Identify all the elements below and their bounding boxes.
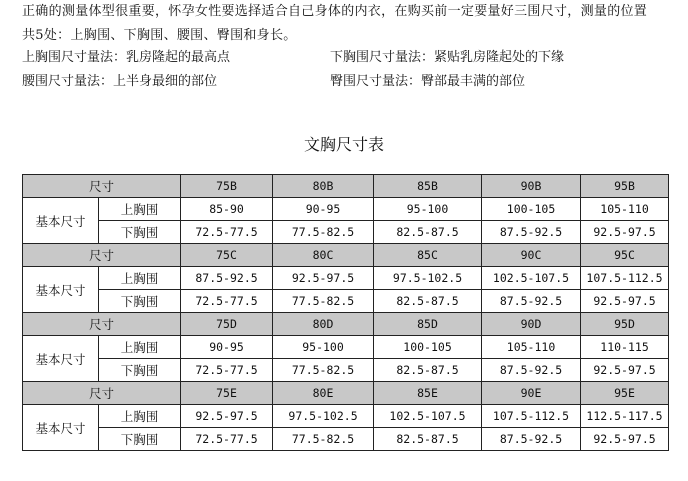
size-cell: 75D [181,313,273,336]
upper-bust-row [23,336,669,359]
basic-size-label: 基本尺寸 [23,336,99,382]
upper-bust-value: 102.5-107.5 [374,405,482,428]
hip-method: 臀围尺寸量法：臀部最丰满的部位 [330,74,526,89]
size-label-cell: 尺寸 [23,244,181,267]
size-cell: 75B [181,175,273,198]
under-bust-value: 82.5-87.5 [374,290,482,313]
under-bust-value: 72.5-77.5 [181,359,273,382]
under-bust-row [23,359,669,382]
size-cell: 90E [482,382,581,405]
size-cell: 80E [273,382,374,405]
size-cell: 80B [273,175,374,198]
under-bust-value: 77.5-82.5 [273,428,374,451]
size-cell: 85C [374,244,482,267]
basic-size-label: 基本尺寸 [23,267,99,313]
under-bust-row [23,428,669,451]
size-header-row [23,175,669,198]
under-bust-method: 下胸围尺寸量法：紧贴乳房隆起处的下缘 [330,50,565,65]
upper-bust-row [23,405,669,428]
upper-bust-value: 107.5-112.5 [482,405,581,428]
size-cell: 75E [181,382,273,405]
under-bust-value: 82.5-87.5 [374,359,482,382]
under-bust-label: 下胸围 [99,290,181,313]
upper-bust-value: 97.5-102.5 [374,267,482,290]
size-label-cell: 尺寸 [23,175,181,198]
basic-size-label: 基本尺寸 [23,198,99,244]
under-bust-label: 下胸围 [99,428,181,451]
under-bust-value: 92.5-97.5 [581,359,669,382]
intro-text [22,0,682,48]
upper-bust-value: 92.5-97.5 [181,405,273,428]
under-bust-value: 87.5-92.5 [482,290,581,313]
table-title: 文胸尺寸表 [303,135,384,154]
size-cell: 95D [581,313,669,336]
upper-bust-value: 85-90 [181,198,273,221]
intro-line-1: 正确的测量体型很重要，怀孕女性要选择适合自己身体的内衣，在购买前一定要量好三围尺寸，测量的位置 [22,4,648,19]
size-cell: 85E [374,382,482,405]
upper-bust-row [23,267,669,290]
bra-size-table [22,174,669,451]
size-cell: 75C [181,244,273,267]
upper-bust-value: 100-105 [374,336,482,359]
under-bust-value: 92.5-97.5 [581,221,669,244]
under-bust-value: 92.5-97.5 [581,290,669,313]
under-bust-value: 92.5-97.5 [581,428,669,451]
size-cell: 80C [273,244,374,267]
size-cell: 90C [482,244,581,267]
upper-bust-value: 105-110 [581,198,669,221]
upper-bust-row [23,198,669,221]
upper-bust-value: 95-100 [273,336,374,359]
size-cell: 80D [273,313,374,336]
under-bust-value: 77.5-82.5 [273,359,374,382]
under-bust-label: 下胸围 [99,221,181,244]
under-bust-value: 72.5-77.5 [181,428,273,451]
under-bust-value: 87.5-92.5 [482,221,581,244]
under-bust-value: 72.5-77.5 [181,290,273,313]
upper-bust-value: 110-115 [581,336,669,359]
under-bust-label: 下胸围 [99,359,181,382]
size-cell: 85D [374,313,482,336]
under-bust-row [23,290,669,313]
size-cell: 85B [374,175,482,198]
under-bust-value: 77.5-82.5 [273,290,374,313]
upper-bust-value: 97.5-102.5 [273,405,374,428]
size-header-row [23,244,669,267]
under-bust-value: 72.5-77.5 [181,221,273,244]
upper-bust-label: 上胸围 [99,405,181,428]
under-bust-value: 77.5-82.5 [273,221,374,244]
size-cell: 90D [482,313,581,336]
upper-bust-value: 90-95 [181,336,273,359]
size-cell: 95B [581,175,669,198]
waist-method: 腰围尺寸量法：上半身最细的部位 [22,74,218,89]
size-header-row [23,382,669,405]
size-label-cell: 尺寸 [23,382,181,405]
under-bust-value: 82.5-87.5 [374,428,482,451]
size-label-cell: 尺寸 [23,313,181,336]
upper-bust-value: 87.5-92.5 [181,267,273,290]
upper-bust-label: 上胸围 [99,198,181,221]
upper-bust-value: 95-100 [374,198,482,221]
size-cell: 90B [482,175,581,198]
upper-bust-label: 上胸围 [99,336,181,359]
upper-bust-value: 102.5-107.5 [482,267,581,290]
intro-line-2: 共5处：上胸围、下胸围、腰围、臀围和身长。 [22,28,297,43]
basic-size-label: 基本尺寸 [23,405,99,451]
under-bust-value: 87.5-92.5 [482,359,581,382]
size-cell: 95C [581,244,669,267]
size-header-row [23,313,669,336]
size-cell: 95E [581,382,669,405]
upper-bust-value: 105-110 [482,336,581,359]
under-bust-value: 82.5-87.5 [374,221,482,244]
upper-bust-value: 90-95 [273,198,374,221]
upper-bust-value: 107.5-112.5 [581,267,669,290]
upper-bust-value: 100-105 [482,198,581,221]
upper-bust-value: 92.5-97.5 [273,267,374,290]
upper-bust-method: 上胸围尺寸量法：乳房隆起的最高点 [22,50,231,65]
upper-bust-value: 112.5-117.5 [581,405,669,428]
upper-bust-label: 上胸围 [99,267,181,290]
under-bust-row [23,221,669,244]
under-bust-value: 87.5-92.5 [482,428,581,451]
